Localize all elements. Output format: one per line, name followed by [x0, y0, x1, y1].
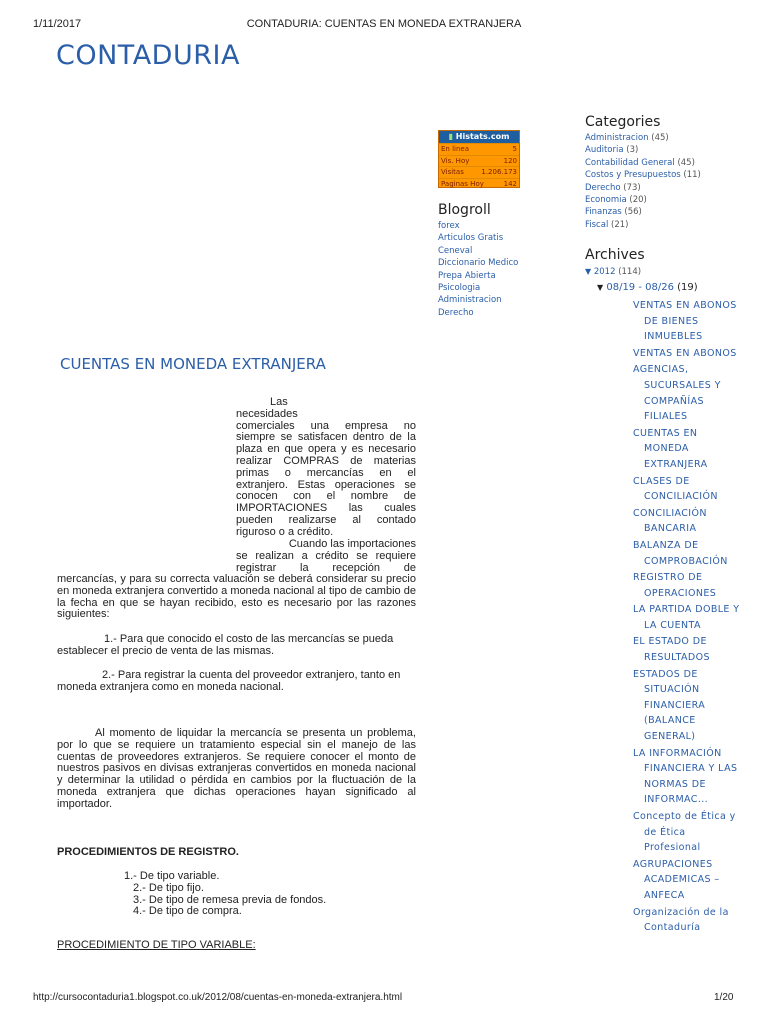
histats-row: Paginas Hoy 142: [441, 179, 517, 188]
archive-post-link[interactable]: LA PARTIDA DOBLE Y LA CUENTA: [633, 604, 740, 631]
blogroll-heading: Blogroll: [438, 202, 491, 218]
text-line: necesidades: [236, 407, 298, 420]
blogroll-link[interactable]: Administracion: [438, 295, 502, 306]
archive-post-link[interactable]: EL ESTADO DE RESULTADOS: [633, 636, 710, 664]
archive-post-link[interactable]: CONCILIACIÓN BANCARIA: [633, 507, 707, 535]
text-line: comerciales una empresa no: [236, 419, 416, 432]
archive-post-link[interactable]: VENTAS EN ABONOS: [633, 347, 737, 359]
text-line: Cuando las importaciones: [288, 538, 416, 550]
histats-row: Visitas 1.206.173: [441, 168, 517, 176]
archive-post-link[interactable]: BALANZA DE COMPROBACIÓN: [633, 539, 728, 567]
histats-row: Vis. Hoy 120: [441, 156, 517, 165]
print-title: CONTADURIA: CUENTAS EN MONEDA EXTRANJERA: [246, 18, 522, 30]
procedure-item: 1.- De tipo variable.: [124, 870, 220, 882]
archive-posts: [633, 298, 743, 937]
text-line: registrar la recepción de: [236, 561, 416, 574]
print-date: 1/11/2017: [33, 18, 82, 30]
histats-row: En linea 5: [441, 145, 517, 153]
archive-post-link[interactable]: AGRUPACIONES ACADEMICAS – ANFECA: [633, 858, 720, 901]
post-paragraph-1: [236, 397, 416, 539]
print-url: http://cursocontaduria1.blogspot.co.uk/2012/08/cuentas-en-moneda-extranjera.html: [33, 992, 403, 1003]
archive-post-link[interactable]: AGENCIAS, SUCURSALES Y COMPAÑÍAS FILIALES: [633, 364, 721, 423]
blog-title[interactable]: CONTADURIA: [56, 40, 240, 71]
text-line: realizar COMPRAS de materias: [236, 454, 416, 467]
procedures-heading: PROCEDIMIENTOS DE REGISTRO.: [57, 846, 239, 858]
post-paragraph-2-intro: [236, 539, 416, 574]
print-page-number: 1/20: [714, 992, 734, 1003]
blogroll-link[interactable]: Ceneval: [438, 245, 473, 256]
archive-post-link[interactable]: ESTADOS DE SITUACIÓN FINANCIERA (BALANCE GENERAL): [633, 668, 706, 743]
post-paragraph-2: mercancías, y para su correcta valuación se deberá considerar su precio en moneda extranjera convertido a moneda nacional al tipo de cambio de la fecha en que se hayan recibido, esto es necesario por las razones siguientes:: [57, 573, 416, 621]
blogroll-link[interactable]: Prepa Abierta: [438, 270, 496, 281]
variable-procedure-heading: PROCEDIMIENTO DE TIPO VARIABLE:: [57, 939, 256, 951]
category-item[interactable]: Fiscal (21): [585, 219, 629, 230]
text-line: riguroso o a crédito.: [236, 525, 334, 538]
text-line: pueden realizarse al contado: [236, 513, 416, 526]
archive-post-link[interactable]: Concepto de Ética y de Ética Profesional: [633, 811, 736, 854]
blogroll-link[interactable]: Articulos Gratis: [438, 233, 504, 244]
post-title[interactable]: CUENTAS EN MONEDA EXTRANJERA: [60, 355, 326, 373]
archive-post-link[interactable]: REGISTRO DE OPERACIONES: [633, 572, 717, 599]
blogroll-list: [438, 220, 518, 319]
category-item[interactable]: Administracion (45): [585, 133, 669, 143]
archive-post-link[interactable]: CUENTAS EN MONEDA EXTRANJERA: [633, 427, 708, 470]
reason-1: 1.- Para que conocido el costo de las mercancías se pueda establecer el precio de venta de las mismas.: [57, 633, 394, 657]
archive-post-link[interactable]: Organización de la Contaduría: [633, 906, 729, 934]
category-item[interactable]: Auditoria (3): [585, 145, 639, 156]
archive-post-link[interactable]: VENTAS EN ABONOS DE BIENES INMUEBLES: [633, 300, 737, 343]
category-item[interactable]: Derecho (73): [585, 182, 641, 193]
archive-post-link[interactable]: CLASES DE CONCILIACIÓN: [633, 475, 718, 503]
categories-heading: Categories: [585, 114, 661, 130]
text-line: siempre se satisfacen dentro de la: [236, 431, 416, 444]
post-paragraph-3: Al momento de liquidar la mercancía se presenta un problema, por lo que se requiere un tratamiento especial sin el manejo de las cuentas de proveedores extranjeros. Se requiere conocer el monto de nuestros pasivos en divisas extranjeras convertidos en moneda nacional y determinar la utilidad o pérdida en cambios por la fluctuación de la moneda extranjera que dichas operaciones hayan significado al importador.: [57, 727, 416, 810]
procedures-list: [124, 871, 326, 918]
category-item[interactable]: Finanzas (56): [585, 207, 642, 218]
text-line: conocen con el nombre de: [236, 490, 416, 503]
archive-year[interactable]: ▼ 2012 (114): [585, 267, 642, 277]
reason-2: 2.- Para registrar la cuenta del proveedor extranjero, tanto en moneda extranjera como en moneda nacional.: [57, 669, 401, 693]
blogroll-link[interactable]: Derecho: [438, 307, 474, 318]
text-line: plaza en que opera y es necesario: [236, 443, 416, 456]
histats-widget[interactable]: [438, 130, 520, 188]
text-line: primas o mercancías en el: [236, 466, 416, 479]
blogroll-link[interactable]: forex: [438, 221, 460, 231]
triangle-down-icon[interactable]: ▼: [597, 283, 604, 292]
procedure-item: 4.- De tipo de compra.: [133, 905, 242, 918]
procedure-item: 2.- De tipo fijo.: [133, 881, 204, 894]
text-line: se realizan a crédito se requiere: [236, 549, 416, 562]
categories-list: [585, 132, 701, 231]
archives-heading: Archives: [585, 247, 645, 263]
text-line: extranjero. Estas operaciones se: [236, 478, 416, 491]
histats-brand: ▮ Histats.com: [439, 131, 519, 143]
category-item[interactable]: Contabilidad General (45): [585, 157, 695, 168]
blogroll-link[interactable]: Diccionario Medico: [438, 258, 519, 269]
category-item[interactable]: Costos y Presupuestos (11): [585, 170, 701, 181]
blogroll-link[interactable]: Psicologia: [438, 283, 481, 294]
text-line: IMPORTACIONES las cuales: [236, 502, 416, 515]
procedure-item: 3.- De tipo de remesa previa de fondos.: [133, 893, 327, 906]
text-line: Las: [270, 396, 288, 408]
category-item[interactable]: Economia (20): [585, 195, 647, 206]
archive-post-link[interactable]: LA INFORMACIÓN FINANCIERA Y LAS NORMAS DE INFORMAC...: [633, 747, 738, 806]
archive-month[interactable]: ▼ 08/19 - 08/26 (19): [597, 282, 698, 293]
chart-icon: ▮: [448, 132, 453, 141]
triangle-down-icon[interactable]: ▼: [585, 267, 592, 276]
